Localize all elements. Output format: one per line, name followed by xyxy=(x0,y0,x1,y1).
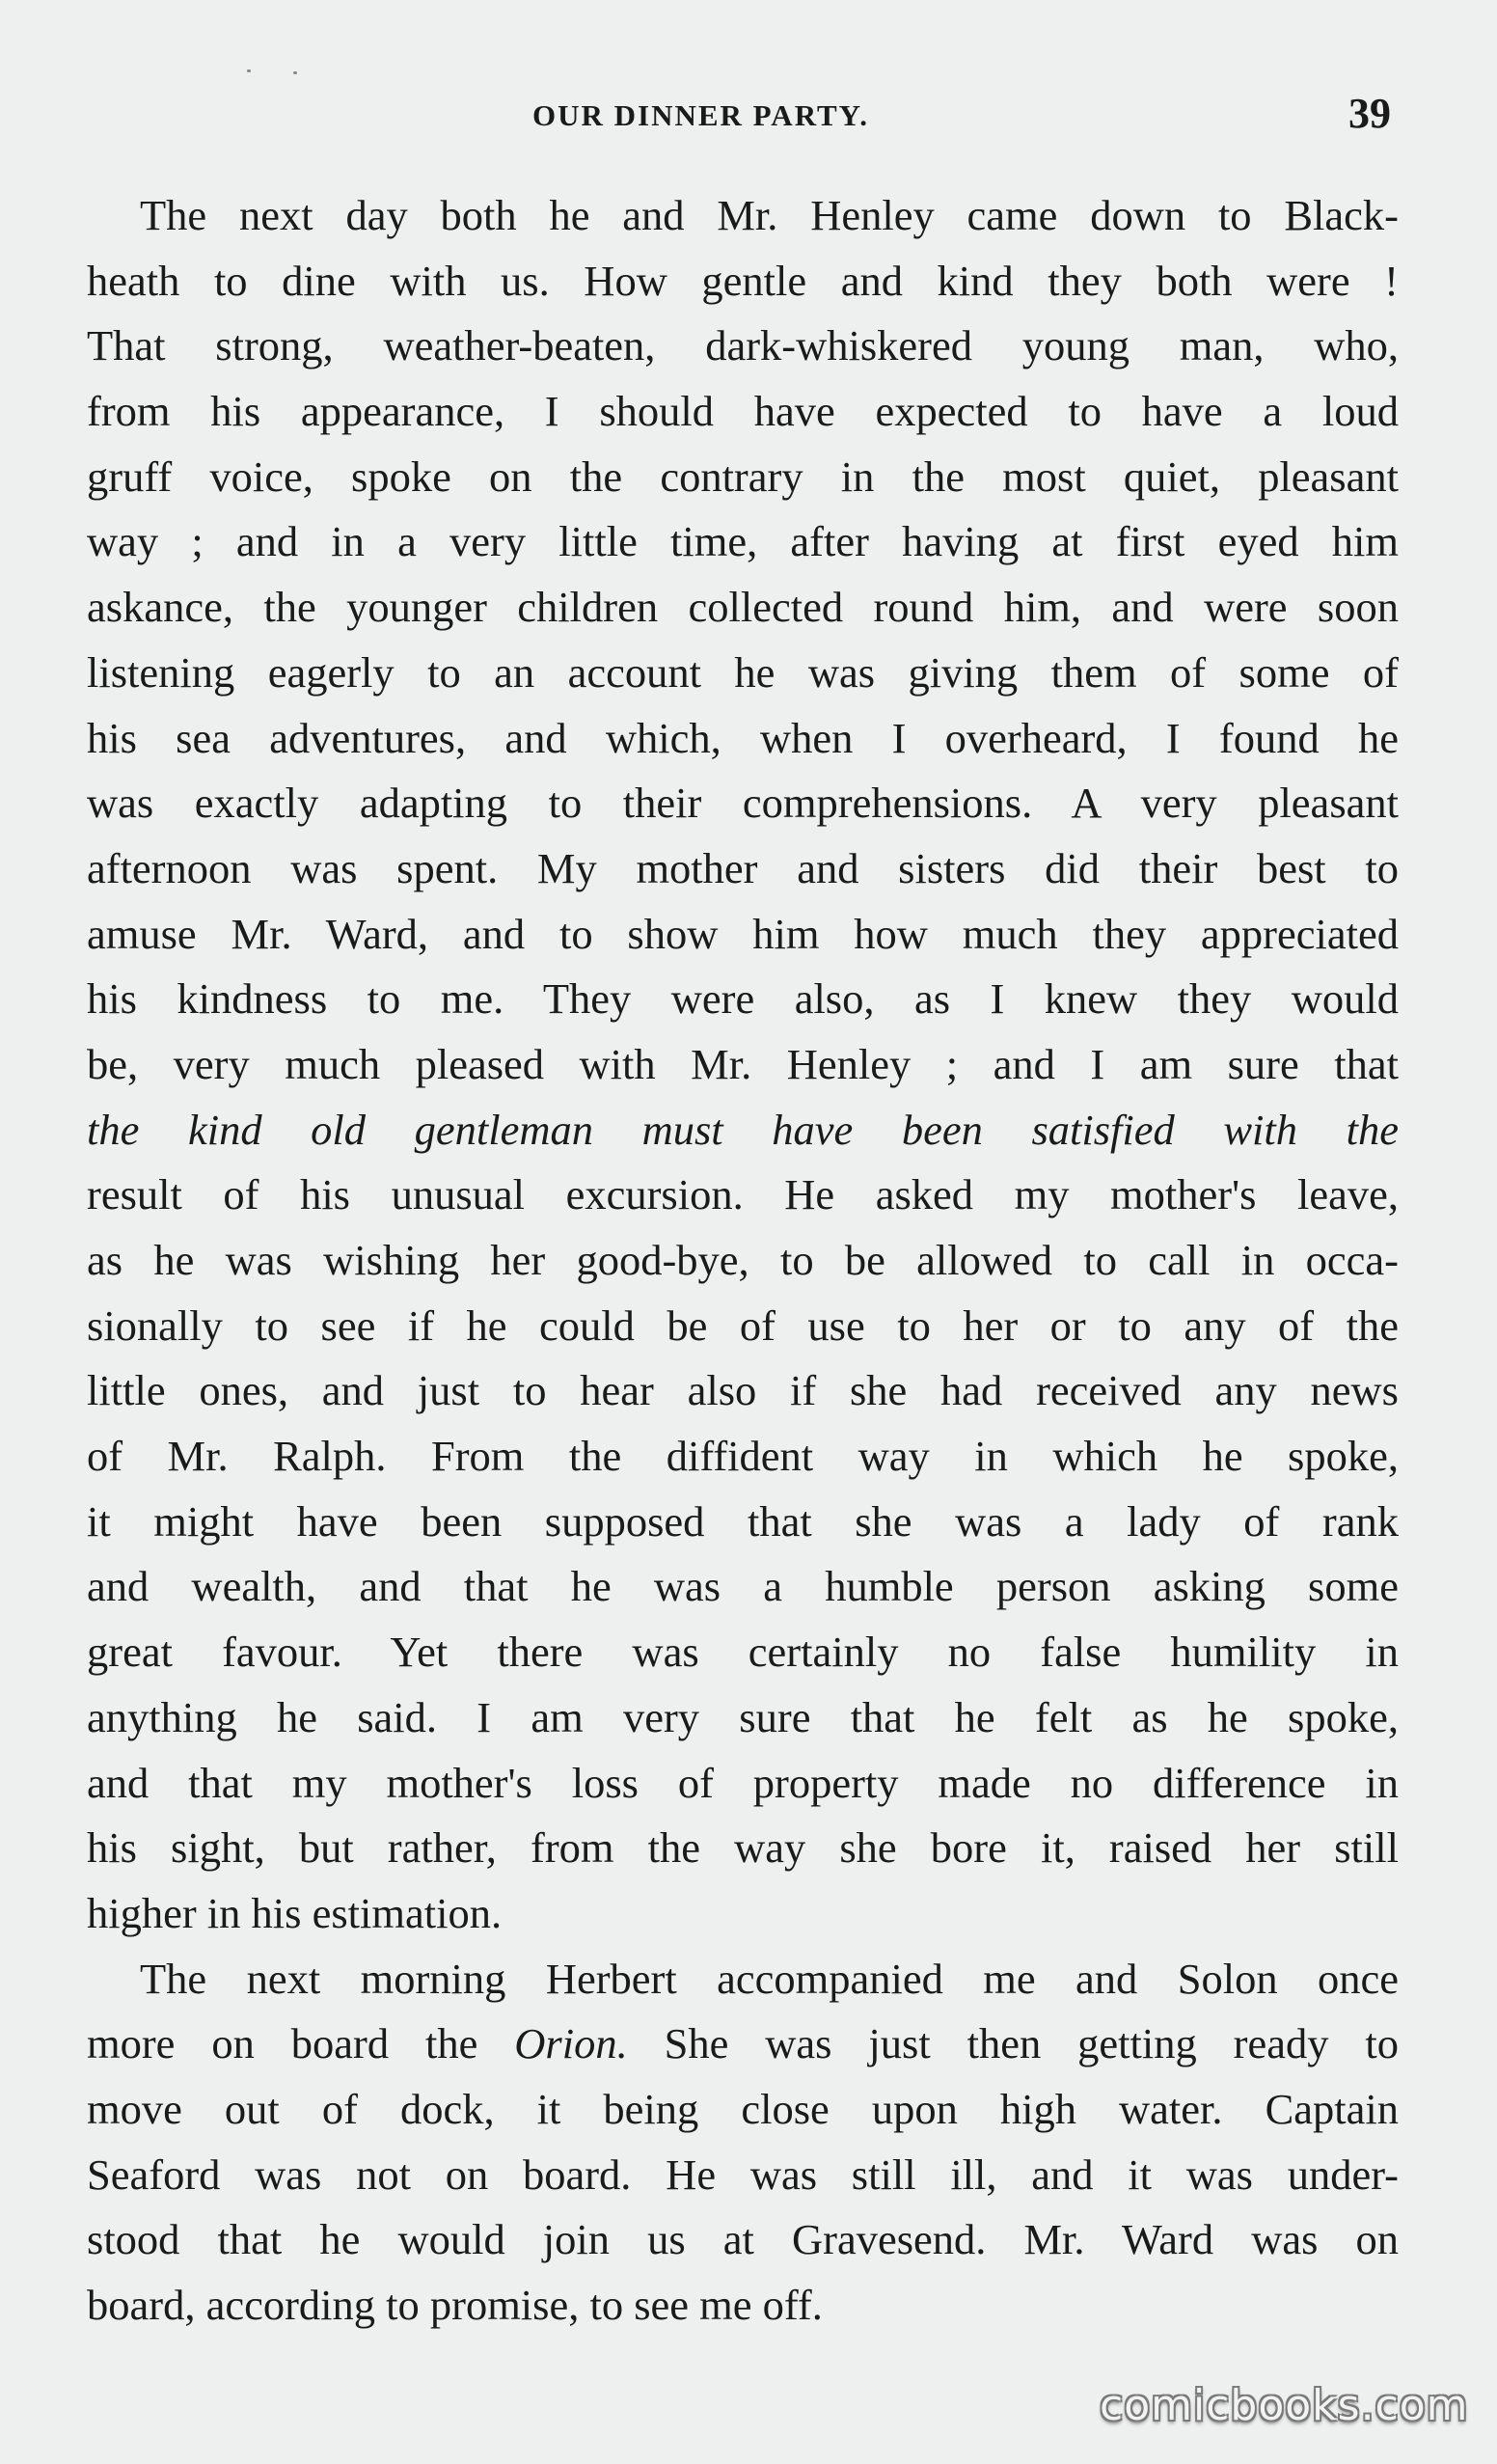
text-line xyxy=(87,2012,1399,2077)
text-line xyxy=(87,2207,1399,2273)
text-line: That strong, weather-beaten, dark-whiskered young man, who, xyxy=(87,321,1399,370)
running-head xyxy=(0,89,1497,147)
text-line: the kind old gentleman must have been satisfied with the xyxy=(87,1105,1399,1154)
text-line: his kindness to me. They were also, as I knew they would xyxy=(87,974,1399,1024)
text-line xyxy=(87,2077,1399,2143)
watermark-logo: comicbooks.com xyxy=(1100,2381,1469,2430)
text-line: afternoon was spent. My mother and sisters did their best to xyxy=(87,843,1399,892)
line-text: board, according to promise, to see me off. xyxy=(87,2281,823,2329)
text-line: little ones, and just to hear also if she had received any news xyxy=(87,1366,1399,1415)
line-text: Seaford was not on board. He was still ill, and it was under- xyxy=(87,2149,1399,2199)
text-line: amuse Mr. Ward, and to show him how much they appreciated xyxy=(87,909,1399,958)
line-text: She was just then getting ready to xyxy=(627,2019,1399,2068)
print-speck xyxy=(247,69,251,72)
text-line: askance, the younger children collected round him, and were soon xyxy=(87,583,1399,632)
text-line: was exactly adapting to their comprehensions. A very pleasant xyxy=(87,779,1399,828)
text-line: and that my mother's loss of property made no difference in xyxy=(87,1758,1399,1807)
ship-name: Orion. xyxy=(514,2019,628,2068)
text-line: higher in his estimation. xyxy=(87,1888,503,1937)
line-text: move out of dock, it being close upon high water. Captain xyxy=(87,2084,1399,2133)
page-number: 39 xyxy=(1348,90,1391,137)
text-line: his sight, but rather, from the way she bore it, raised her still xyxy=(87,1823,1399,1873)
text-line xyxy=(87,2143,1399,2208)
text-line xyxy=(87,1947,1399,2012)
text-line: sionally to see if he could be of use to her or to any of the xyxy=(87,1300,1399,1350)
body-text xyxy=(87,183,1399,2339)
text-line: it might have been supposed that she was a lady of rank xyxy=(87,1496,1399,1546)
text-line: gruff voice, spoke on the contrary in the most quiet, pleasant xyxy=(87,452,1399,501)
text-line: result of his unusual excursion. He asked my mother's leave, xyxy=(87,1170,1399,1219)
text-line: listening eagerly to an account he was giving them of some of xyxy=(87,647,1399,697)
text-line: as he was wishing her good-bye, to be allowed to call in occa- xyxy=(87,1236,1399,1284)
text-line: of Mr. Ralph. From the diffident way in which he spoke, xyxy=(87,1432,1399,1481)
text-line: heath to dine with us. How gentle and kind they both were ! xyxy=(87,256,1399,305)
line-text: more on board the xyxy=(87,2019,515,2068)
line-text: The next morning Herbert accompanied me and Solon once xyxy=(140,1954,1399,2003)
text-line: from his appearance, I should have expected to have a loud xyxy=(87,387,1399,436)
text-line: his sea adventures, and which, when I overheard, I found he xyxy=(87,713,1399,762)
text-line: way ; and in a very little time, after having at first eyed him xyxy=(87,517,1399,566)
text-line xyxy=(87,2273,1399,2339)
running-title: OUR DINNER PARTY. xyxy=(532,98,869,132)
text-line: The next day both he and Mr. Henley came down to Black- xyxy=(140,191,1399,239)
text-line: and wealth, and that he was a humble person asking some xyxy=(87,1562,1399,1611)
text-line: be, very much pleased with Mr. Henley ; and I am sure that xyxy=(87,1039,1399,1088)
print-speck xyxy=(293,71,297,74)
text-line: great favour. Yet there was certainly no false humility in xyxy=(87,1628,1399,1677)
text-line: anything he said. I am very sure that he felt as he spoke, xyxy=(87,1692,1399,1741)
line-text: stood that he would join us at Gravesend. Mr. Ward was on xyxy=(87,2215,1399,2264)
